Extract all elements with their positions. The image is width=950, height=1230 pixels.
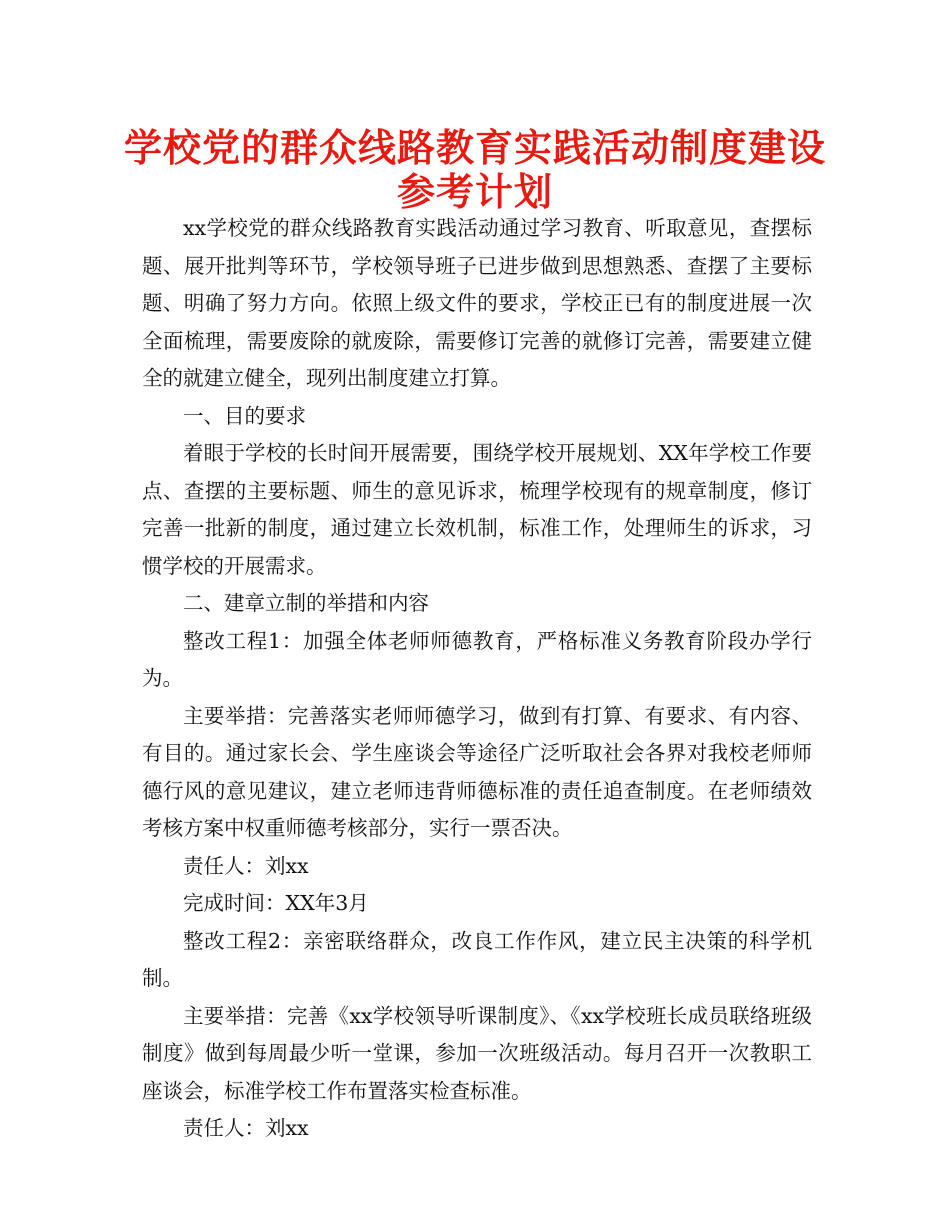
document-title-line-1: 学校党的群众线路教育实践活动制度建设 <box>123 126 826 170</box>
document-body <box>142 210 812 1148</box>
intro-paragraph: xx学校党的群众线路教育实践活动通过学习教育、听取意见，查摆标题、展开批判等环节，学校领导班子已进步做到思想熟悉、查摆了主要标题、明确了努力方向。依照上级文件的要求，学校正已有的制度进展一次全面梳理，需要废除的就废除，需要修订完善的就修订完善，需要建立健全的就建立健全，现列出制度建立打算。 <box>142 216 812 390</box>
document-title-line-2: 参考计划 <box>396 170 553 214</box>
project-1-deadline: 完成时间：XX年3月 <box>183 891 369 915</box>
project-1-heading: 整改工程1：加强全体老师师德教育，严格标准义务教育阶段办学行为。 <box>142 628 812 690</box>
project-2-measures: 主要举措：完善《xx学校领导听课制度》、《xx学校班长成员联络班级制度》做到每周最少听一堂课，参加一次班级活动。每月召开一次教职工座谈会，标准学校工作布置落实检查标准。 <box>142 1003 812 1103</box>
project-2-owner: 责任人：刘xx <box>183 1116 309 1140</box>
section-heading-goals: 一、目的要求 <box>183 403 306 428</box>
project-1-measures: 主要举措：完善落实老师师德学习，做到有打算、有要求、有内容、有目的。通过家长会、学生座谈会等途径广泛听取社会各界对我校老师师德行风的意见建议，建立老师违背师德标准的责任追查制度。在老师绩效考核方案中权重师德考核部分，实行一票否决。 <box>142 703 812 840</box>
project-2-heading: 整改工程2：亲密联络群众，改良工作作风，建立民主决策的科学机制。 <box>142 928 812 990</box>
section-heading-measures: 二、建章立制的举措和内容 <box>183 591 429 615</box>
project-1-owner: 责任人：刘xx <box>183 853 309 878</box>
goals-paragraph: 着眼于学校的长时间开展需要，围绕学校开展规划、XX年学校工作要点、查摆的主要标题、师生的意见诉求，梳理学校现有的规章制度，修订完善一批新的制度，通过建立长效机制，标准工作，处理师生的诉求，习惯学校的开展需求。 <box>142 441 812 578</box>
